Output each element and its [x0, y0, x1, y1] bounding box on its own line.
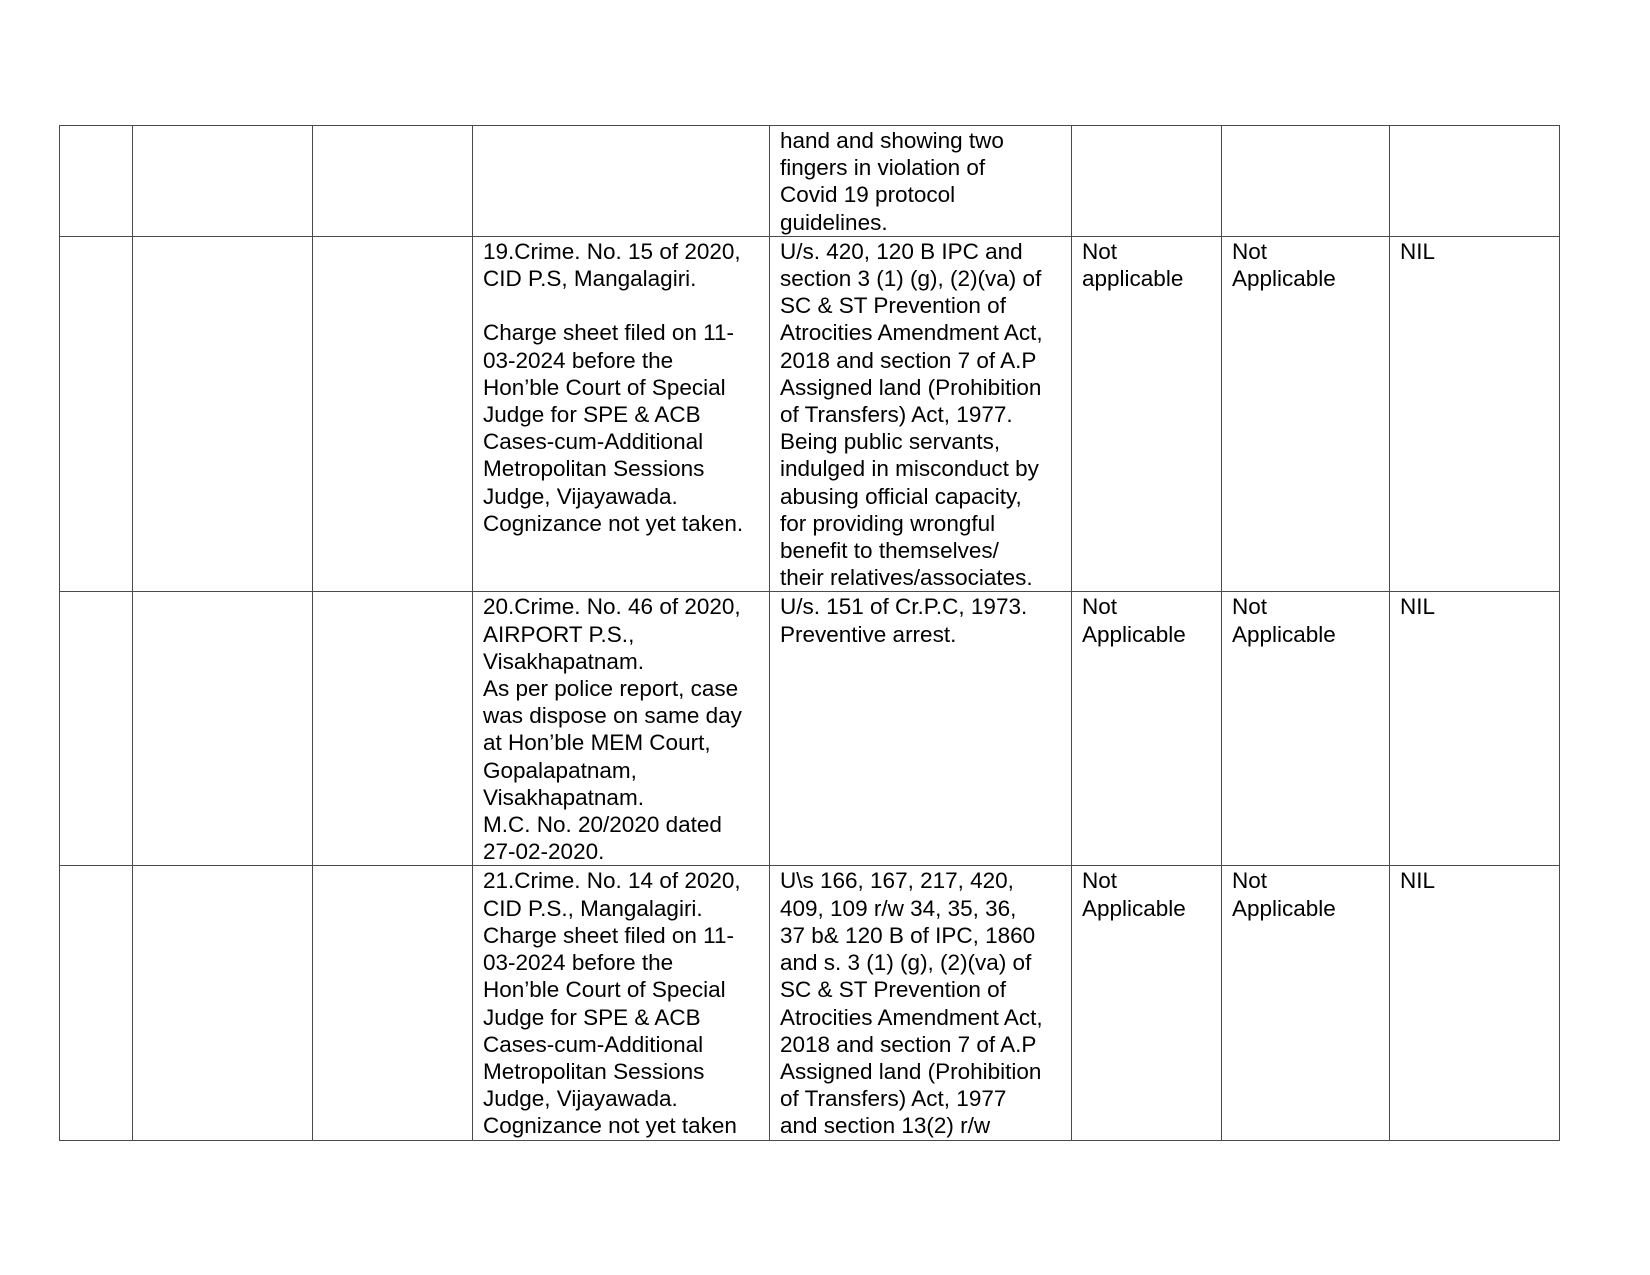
status-cell: Not applicable	[1072, 236, 1222, 592]
applicability-cell: Not Applicable	[1222, 866, 1390, 1140]
remarks-cell: NIL	[1390, 236, 1560, 592]
case-details-table	[59, 125, 1560, 1141]
case-cell: 19.Crime. No. 15 of 2020, CID P.S, Mangalagiri. Charge sheet filed on 11- 03-2024 before the Hon’ble Court of Special Judge for SPE & ACB Cases-cum-Additional Metropolitan Sessions Judge, Vijayawada. Cognizance not yet taken.	[473, 236, 770, 592]
remarks-cell	[1390, 126, 1560, 237]
table-row	[60, 866, 1560, 1140]
details-cell	[313, 866, 473, 1140]
details-cell	[313, 592, 473, 866]
case-cell: 20.Crime. No. 46 of 2020, AIRPORT P.S., Visakhapatnam. As per police report, case was dispose on same day at Hon’ble MEM Court, Gopalapatnam, Visakhapatnam. M.C. No. 20/2020 dated 27-02-2020.	[473, 592, 770, 866]
case-cell: 21.Crime. No. 14 of 2020, CID P.S., Mangalagiri. Charge sheet filed on 11- 03-2024 before the Hon’ble Court of Special Judge for SPE & ACB Cases-cum-Additional Metropolitan Sessions Judge, Vijayawada. Cognizance not yet taken	[473, 866, 770, 1140]
case-cell	[473, 126, 770, 237]
name-cell	[133, 866, 313, 1140]
serial-cell	[60, 236, 133, 592]
serial-cell	[60, 592, 133, 866]
applicability-cell: Not Applicable	[1222, 592, 1390, 866]
table-row	[60, 592, 1560, 866]
sections-cell: hand and showing two fingers in violation of Covid 19 protocol guidelines.	[770, 126, 1072, 237]
details-cell	[313, 126, 473, 237]
status-cell: Not Applicable	[1072, 592, 1222, 866]
name-cell	[133, 126, 313, 237]
status-cell: Not Applicable	[1072, 866, 1222, 1140]
status-cell	[1072, 126, 1222, 237]
sections-cell: U/s. 151 of Cr.P.C, 1973. Preventive arrest.	[770, 592, 1072, 866]
applicability-cell: Not Applicable	[1222, 236, 1390, 592]
table-row	[60, 126, 1560, 237]
name-cell	[133, 236, 313, 592]
table-row	[60, 236, 1560, 592]
name-cell	[133, 592, 313, 866]
serial-cell	[60, 126, 133, 237]
details-cell	[313, 236, 473, 592]
remarks-cell: NIL	[1390, 592, 1560, 866]
applicability-cell	[1222, 126, 1390, 237]
sections-cell: U\s 166, 167, 217, 420, 409, 109 r/w 34, 35, 36, 37 b& 120 B of IPC, 1860 and s. 3 (1) (g), (2)(va) of SC & ST Prevention of Atrocities Amendment Act, 2018 and section 7 of A.P Assigned land (Prohibition of Transfers) Act, 1977 and section 13(2) r/w	[770, 866, 1072, 1140]
sections-cell: U/s. 420, 120 B IPC and section 3 (1) (g), (2)(va) of SC & ST Prevention of Atrocities Amendment Act, 2018 and section 7 of A.P Assigned land (Prohibition of Transfers) Act, 1977. Being public servants, indulged in misconduct by abusing official capacity, for providing wrongful benefit to themselves/ their relatives/associates.	[770, 236, 1072, 592]
remarks-cell: NIL	[1390, 866, 1560, 1140]
serial-cell	[60, 866, 133, 1140]
